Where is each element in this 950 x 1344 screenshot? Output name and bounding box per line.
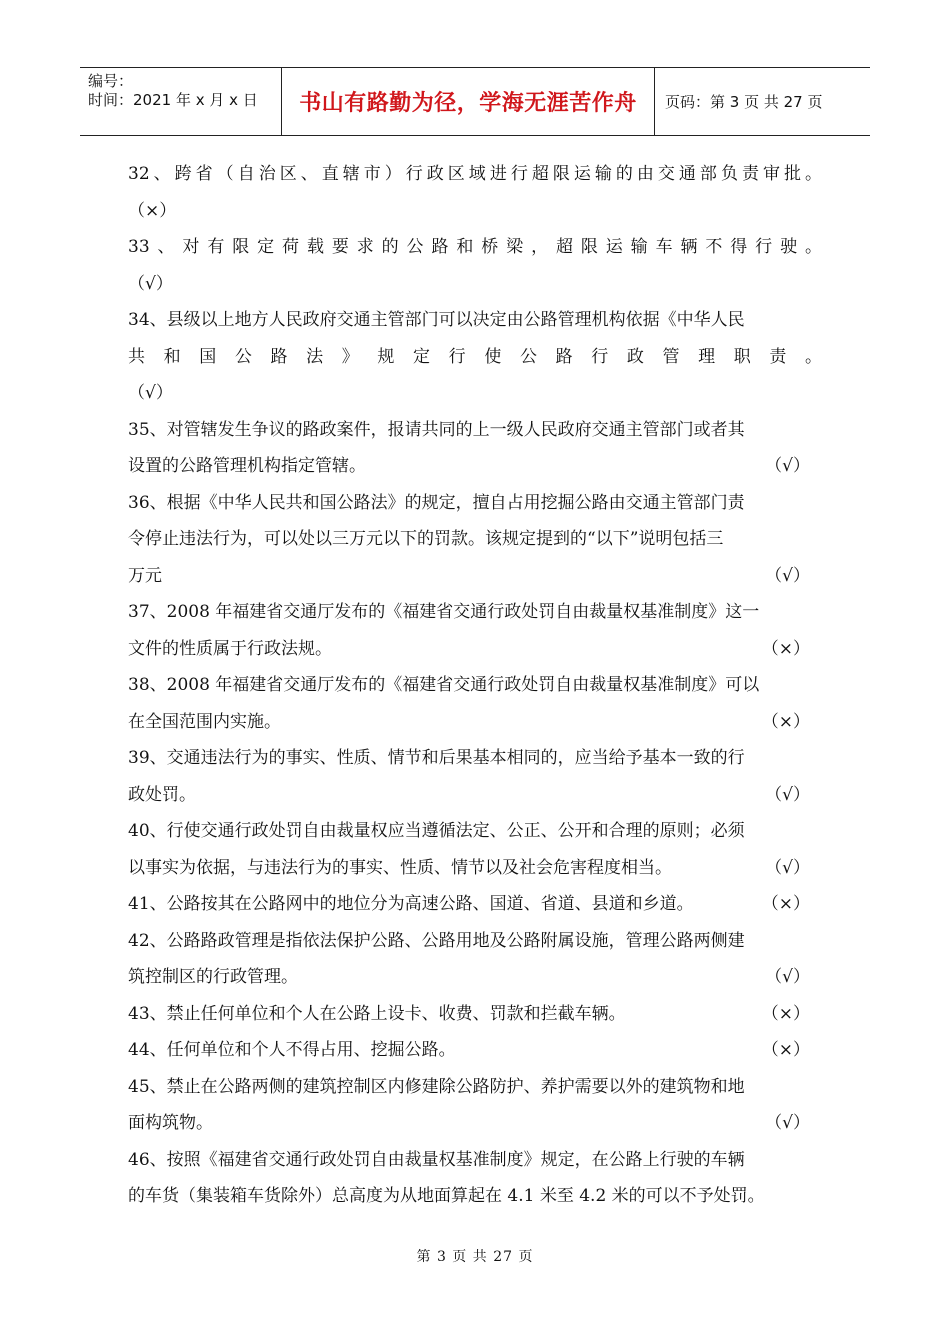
answer-mark: （√）: [765, 784, 810, 805]
text-line: 面构筑物。 （√）: [128, 1105, 822, 1142]
text-line: 44、任何单位和个人不得占用、挖掘公路。 （×）: [128, 1032, 822, 1069]
text-line: 38、2008 年福建省交通厅发布的《福建省交通行政处罚自由裁量权基准制度》可以: [128, 675, 760, 695]
text-line: 令停止违法行为，可以处以三万元以下的罚款。该规定提到的“以下”说明包括三: [128, 529, 724, 549]
text-line: 的车货（集装箱车货除外）总高度为从地面算起在 4.1 米至 4.2 米的可以不予处罚。: [128, 1186, 765, 1206]
text-line: 筑控制区的行政管理。 （√）: [128, 959, 822, 996]
text-line: 万元 （√）: [128, 558, 822, 595]
text-line: 设置的公路管理机构指定管辖。 （√）: [128, 448, 822, 485]
text-line: 42、公路路政管理是指依法保护公路、公路用地及公路附属设施，管理公路两侧建: [128, 930, 745, 951]
header-motto: 书山有路勤为径，学海无涯苦作舟: [299, 91, 637, 116]
text-line: 共和国公路法》规定行使公路行政管理职责。: [128, 346, 822, 367]
document-body: [128, 156, 822, 1215]
text-line: 政处罚。 （√）: [128, 777, 822, 814]
answer-mark: （×）: [761, 638, 810, 659]
document-number-label: 编号：: [88, 72, 134, 90]
text-line: （√）: [128, 273, 173, 294]
text-line: 32、跨省（自治区、直辖市）行政区域进行超限运输的由交通部负责审批。: [128, 164, 822, 184]
page-header: [80, 67, 870, 136]
header-page-cell: [655, 68, 870, 135]
answer-mark: （√）: [765, 857, 810, 878]
answer-mark: （×）: [761, 1003, 810, 1024]
header-page-code: 页码：第 3 页 共 27 页: [665, 93, 823, 111]
text-line: 37、2008 年福建省交通厅发布的《福建省交通行政处罚自由裁量权基准制度》这一: [128, 602, 760, 622]
answer-mark: （√）: [765, 565, 810, 586]
text-line: 46、按照《福建省交通行政处罚自由裁量权基准制度》规定，在公路上行驶的车辆: [128, 1149, 745, 1170]
answer-mark: （×）: [761, 894, 810, 914]
text-line: 以事实为依据，与违法行为的事实、性质、情节以及社会危害程度相当。 （√）: [128, 850, 822, 887]
answer-mark: （√）: [765, 1113, 810, 1133]
text-line: 文件的性质属于行政法规。 （×）: [128, 631, 822, 668]
footer-page-number: 第 3 页 共 27 页: [416, 1249, 534, 1265]
answer-mark: （×）: [761, 1040, 810, 1060]
text-line: 43、禁止任何单位和个人在公路上设卡、收费、罚款和拦截车辆。 （×）: [128, 996, 822, 1033]
text-line: 39、交通违法行为的事实、性质、情节和后果基本相同的，应当给予基本一致的行: [128, 748, 745, 768]
document-date: 时间：2021 年 x 月 x 日: [88, 91, 258, 109]
text-line: 40、行使交通行政处罚自由裁量权应当遵循法定、公正、公开和合理的原则；必须: [128, 821, 745, 841]
text-line: 34、县级以上地方人民政府交通主管部门可以决定由公路管理机构依据《中华人民: [128, 310, 745, 330]
text-line: （×）: [128, 200, 177, 221]
answer-mark: （√）: [765, 967, 810, 987]
text-line: 在全国范围内实施。 （×）: [128, 704, 822, 741]
header-motto-cell: [282, 68, 655, 135]
text-line: 33、对有限定荷载要求的公路和桥梁，超限运输车辆不得行驶。: [128, 237, 822, 257]
text-line: （√）: [128, 383, 173, 403]
text-line: 45、禁止在公路两侧的建筑控制区内修建除公路防护、养护需要以外的建筑物和地: [128, 1076, 745, 1097]
text-line: 41、公路按其在公路网中的地位分为高速公路、国道、省道、县道和乡道。 （×）: [128, 886, 822, 923]
text-line: 36、根据《中华人民共和国公路法》的规定，擅自占用挖掘公路由交通主管部门责: [128, 492, 745, 513]
header-info-cell: [80, 68, 282, 135]
text-line: 35、对管辖发生争议的路政案件，报请共同的上一级人民政府交通主管部门或者其: [128, 419, 745, 440]
answer-mark: （√）: [765, 456, 810, 476]
answer-mark: （×）: [761, 711, 810, 732]
page-footer: [0, 1246, 950, 1266]
